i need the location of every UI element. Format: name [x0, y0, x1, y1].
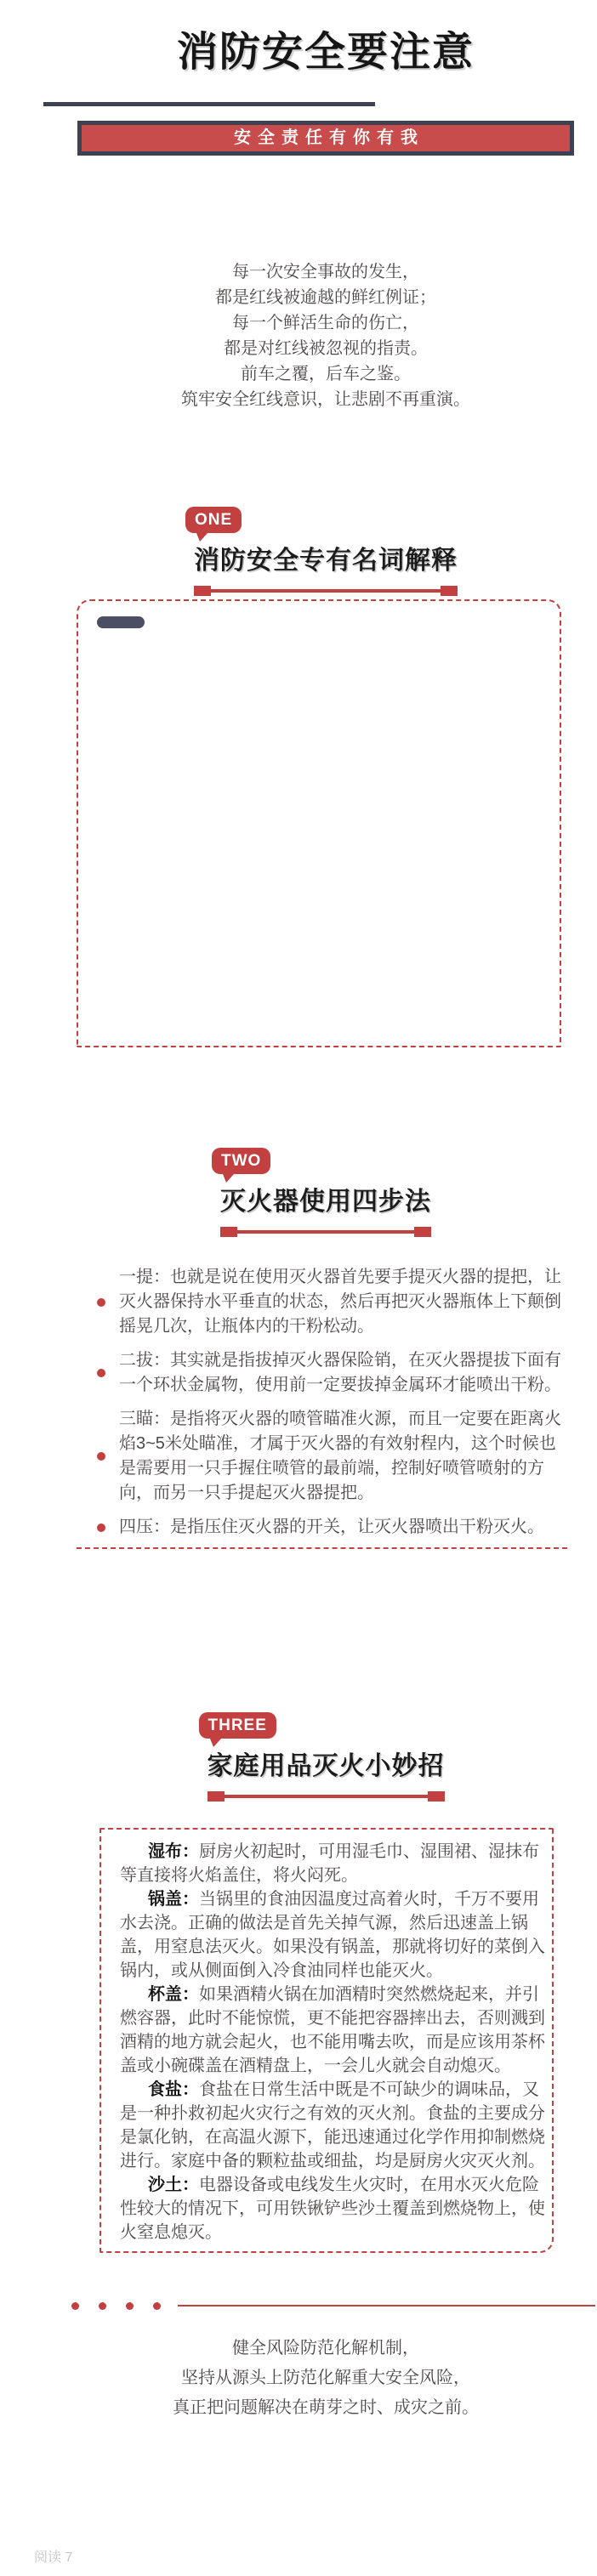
footer-verse: [54, 2334, 597, 2423]
bar-end-square-left: [194, 586, 211, 596]
household-tip: [120, 2078, 545, 2173]
bar-end-square-right: [428, 1791, 445, 1801]
bullet-dot: [97, 1369, 105, 1377]
footer-line: 坚持从源头上防范化解重大安全风险，: [181, 2369, 470, 2387]
pill-decoration: [97, 616, 145, 628]
read-count: 阅读 7: [34, 2550, 73, 2565]
glossary-box: [77, 599, 561, 1047]
intro-line: 每一次安全事故的发生，: [232, 263, 419, 281]
step-item: [77, 1515, 568, 1540]
household-tip: [120, 1840, 545, 1887]
tip-term: 湿布：: [148, 1842, 199, 1861]
bar-line: [237, 1230, 414, 1234]
section-two-badge: TWO: [212, 1148, 270, 1174]
section-two-title-bar: [220, 1227, 431, 1237]
step-text: 三瞄：是指将灭火器的喷管瞄准火源，而且一定要在距离火焰3~5米处瞄准，才属于灭火器的有效射程内，这个时候也是需要用一只手握住喷管的最前端，控制好喷管喷射的方向，而另一只手提起灭火器提把。: [119, 1410, 561, 1502]
slogan-text: 安全责任有你有我: [234, 128, 424, 147]
tip-text: 如果酒精火锅在加酒精时突然燃烧起来，并引燃容器，此时不能惊慌，更不能把容器摔出去，否则溅到酒精的地方就会起火，也不能用嘴去吹，而是应该用茶杯盖或小碗碟盖在酒精盘上，一会儿火就会自动熄灭。: [120, 1985, 545, 2075]
step-text: 一提：也就是说在使用灭火器首先要手提灭火器的提把，让灭火器保持水平垂直的状态，然后再把灭火器瓶体上下颠倒摇晃几次，让瓶体内的干粉松动。: [119, 1268, 561, 1336]
section-two-heading-group: [220, 1148, 431, 1237]
footer-line: 健全风险防范化解机制，: [232, 2339, 419, 2358]
dashed-divider: [77, 1547, 567, 1549]
tip-term: 杯盖：: [148, 1985, 199, 2004]
divider-dot: [99, 2302, 106, 2310]
tip-text: 食盐在日常生活中既是不可缺少的调味品，又是一种扑救初起火灾行之有效的灭火剂。食盐的主要成分是氯化钠，在高温火源下，能迅速通过化学作用抑制燃烧进行。家庭中备的颗粒盐或细盐，均是厨房火灾灭火剂。: [120, 2080, 545, 2170]
household-tip: [120, 2173, 545, 2244]
bar-line: [225, 1795, 428, 1798]
section-two-heading: [54, 1148, 597, 1237]
bullet-dot: [97, 1452, 105, 1461]
tip-term: 沙土：: [148, 2176, 199, 2194]
section-two-title: 灭火器使用四步法: [220, 1188, 431, 1216]
section-one-badge: ONE: [185, 507, 242, 533]
section-one-title: 消防安全专有名词解释: [194, 547, 458, 575]
page-title: 消防安全要注意: [176, 30, 475, 75]
bar-end-square-left: [208, 1791, 225, 1801]
intro-verse: [54, 259, 597, 412]
section-one-heading-group: [194, 507, 458, 596]
household-tip: [120, 1983, 545, 2078]
step-item: [77, 1407, 568, 1506]
intro-line: 筑牢安全红线意识，让悲剧不再重演。: [181, 390, 470, 409]
bullet-dot: [97, 1298, 105, 1307]
dots-divider: [71, 2301, 595, 2310]
tip-text: 当锅里的食油因温度过高着火时，千万不要用水去浇。正确的做法是首先关掉气源，然后迅速盖上锅盖，用窒息法灭火。如果没有锅盖，那就将切好的菜倒入锅内，或从侧面倒入冷食油同样也能灭火。: [120, 1890, 545, 1980]
footer-line: 真正把问题解决在萌芽之时、成灾之前。: [173, 2398, 479, 2417]
step-item: [77, 1348, 568, 1398]
intro-line: 都是红线被逾越的鲜红例证；: [215, 288, 436, 307]
tip-term: 锅盖：: [148, 1890, 199, 1909]
divider-dot: [71, 2302, 79, 2310]
bar-end-square-right: [414, 1227, 431, 1237]
section-three-title: 家庭用品灭火小妙招: [207, 1752, 445, 1780]
section-three-heading: [54, 1712, 597, 1801]
divider-dot: [153, 2302, 161, 2310]
step-item: [77, 1265, 568, 1339]
extinguisher-steps-list: [77, 1265, 568, 1549]
divider-dot: [126, 2302, 134, 2310]
tip-term: 食盐：: [148, 2080, 199, 2099]
household-tip: [120, 1887, 545, 1983]
bar-end-square-left: [220, 1227, 237, 1237]
household-tips-box: [100, 1828, 554, 2253]
step-text: 二拔：其实就是指拔掉灭火器保险销，在灭火器提拔下面有一个环状金属物，使用前一定要拔掉金属环才能喷出干粉。: [119, 1351, 561, 1394]
section-one-title-bar: [194, 586, 458, 596]
intro-line: 每一个鲜活生命的伤亡，: [232, 314, 419, 332]
title-underline-rule: [43, 102, 375, 106]
tip-text: 厨房火初起时，可用湿毛巾、湿围裙、湿抹布等直接将火焰盖住，将火闷死。: [120, 1842, 539, 1885]
bullet-dot: [97, 1523, 105, 1532]
section-three-badge: THREE: [199, 1712, 276, 1739]
bar-line: [211, 589, 441, 593]
intro-line: 都是对红线被忽视的指责。: [224, 339, 428, 358]
slogan-banner: [77, 121, 574, 156]
intro-line: 前车之覆，后车之鉴。: [241, 365, 411, 383]
bar-end-square-right: [441, 586, 458, 596]
section-three-heading-group: [208, 1712, 445, 1801]
divider-rule: [178, 2305, 595, 2306]
section-three-title-bar: [208, 1791, 445, 1801]
step-text: 四压：是指压住灭火器的开关，让灭火器喷出干粉灭火。: [119, 1518, 544, 1536]
tip-text: 电器设备或电线发生火灾时，在用水灭火危险性较大的情况下，可用铁锹铲些沙土覆盖到燃烧物上，使火窒息熄灭。: [120, 2176, 545, 2242]
section-one-heading: [54, 507, 597, 596]
